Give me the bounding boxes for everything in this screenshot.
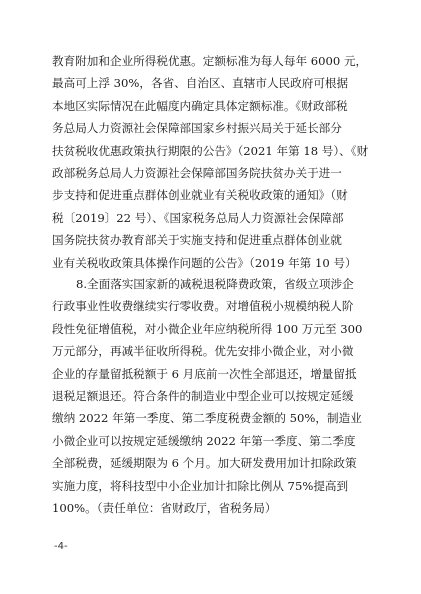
paragraph-tax-incentives-continued <box>52 50 372 274</box>
paragraph-line: 务总局人力资源社会保障部国家乡村振兴局关于延长部分 <box>52 121 342 136</box>
paragraph-line: 最高可上浮 30%，各省、自治区、直辖市人民政府可根据 <box>52 76 349 91</box>
paragraph-line: 国务院扶贫办教育部关于实施支持和促进重点群体创业就 <box>52 233 342 248</box>
paragraph-line: 扶贫税收优惠政策执行期限的公告》（2021 年第 18 号）、《财 <box>52 143 369 158</box>
paragraph-line: 100%。（责任单位：省财政厅，省税务局） <box>52 500 277 515</box>
paragraph-item-8-tax-reduction <box>52 273 372 519</box>
paragraph-line: 步支持和促进重点群体创业就业有关税收政策的通知》（财 <box>52 188 348 203</box>
paragraph-line: 本地区实际情况在此幅度内确定具体定额标准。《财政部税 <box>52 98 348 113</box>
paragraph-line: 万元部分，再减半征收所得税。优先安排小微企业，对小微 <box>52 344 354 359</box>
paragraph-line: 退税足额退还。符合条件的制造业中型企业可以按规定延缓 <box>52 388 354 403</box>
paragraph-line: 缴纳 2022 年第一季度、第二季度税费金额的 50%，制造业 <box>52 411 362 426</box>
paragraph-line: 段性免征增值税，对小微企业年应纳税所得 100 万元至 300 <box>52 321 363 336</box>
paragraph-line: 政部税务总局人力资源社会保障部国务院扶贫办关于进一 <box>52 165 342 180</box>
paragraph-line: 小微企业可以按规定延缓缴纳 2022 年第一季度、第二季度 <box>52 433 356 448</box>
page-number: -4- <box>54 541 68 552</box>
paragraph-line: 业有关税收政策具体操作问题的公告》（2019 年第 10 号） <box>52 255 357 270</box>
paragraph-line: 实施力度，将科技型中小企业加计扣除比例从 75%提高到 <box>52 478 349 493</box>
paragraph-line: 税〔2019〕22 号）、《国家税务总局人力资源社会保障部 <box>52 210 344 225</box>
paragraph-line: 教育附加和企业所得税优惠。定额标准为每人每年 6000 元， <box>52 54 368 68</box>
paragraph-line: 企业的存量留抵税额于 6 月底前一次性全部退还，增量留抵 <box>52 366 357 381</box>
paragraph-line: 行政事业性收费继续实行零收费。对增值税小规模纳税人阶 <box>52 299 354 314</box>
paragraph-line: 8.全面落实国家新的减税退税降费政策，省级立项涉企 <box>76 277 354 291</box>
paragraph-line: 全部税费，延缓期限为 6 个月。加大研发费用加计扣除政策 <box>52 456 357 471</box>
